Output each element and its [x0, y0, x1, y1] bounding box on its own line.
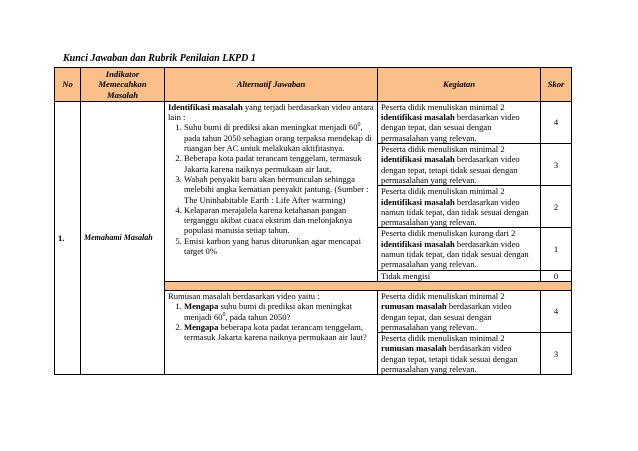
- criteria-cell: Peserta didik menuliskan minimal 2 identifikasi masalah berdasarkan video dengan tepat, tetapi tidak sesuai dengan permasalahan yang relevan.: [378, 144, 541, 186]
- list-item: 5. Emisi karbon yang harus diturunkan agar mencapai target 0%: [184, 236, 374, 257]
- score-cell: 3: [541, 144, 572, 186]
- score-cell: 3: [541, 333, 572, 375]
- header-kegiatan: Kegiatan: [378, 68, 541, 102]
- header-skor: Skor: [541, 68, 572, 102]
- list-item: 2. Mengapa beberapa kota padat terancam tenggelam, termasuk Jakarta karena naiknya permukaan air laut?: [184, 322, 374, 343]
- answer-list: [168, 301, 374, 342]
- criteria-cell: Peserta didik menuliskan minimal 2 rumusan masalah berdasarkan video dengan tepat, tetapi tidak sesuai dengan permasalahan yang relevan.: [378, 333, 541, 375]
- list-item: 1. Suhu bumi di prediksi akan meningkat menjadi $60^0$, pada tahun 2050 sebagian orang terpaksa mendekap di ruangan ber AC untuk melakukan aktifitasnya.: [184, 122, 374, 153]
- header-no: No: [55, 68, 81, 102]
- list-item: 2. Beberapa kota padat terancam tenggelam, termasuk Jakarta karena naiknya permukaan air laut.: [184, 153, 374, 174]
- criteria-cell: Peserta didik menuliskan minimal 2 identifikasi masalah berdasarkan video namun tidak tepat, dan tidak sesuai dengan permasalahan yang relevan.: [378, 186, 541, 228]
- document-title: Kunci Jawaban dan Rubrik Penilaian LKPD 1: [63, 53, 256, 64]
- row-number: 1.: [55, 101, 81, 374]
- score-cell: 4: [541, 101, 572, 143]
- criteria-cell: Tidak mengisi: [378, 270, 541, 281]
- score-cell: 4: [541, 290, 572, 332]
- list-item: 1. Mengapa suhu bumi di prediksi akan meningkat menjadi $60^0$, pada tahun 2050?: [184, 301, 374, 322]
- answer-intro: Identifikasi masalah yang terjadi berdasarkan video antara lain :: [168, 101, 374, 123]
- list-item: 4. Kelaparan merajalela karena ketahanan pangan terganggu akibat cuaca ekstrim dan melonjaknya populasi manusia setiap tahun.: [184, 205, 374, 236]
- score-cell: 0: [541, 270, 572, 281]
- score-cell: 1: [541, 228, 572, 270]
- criteria-cell: Peserta didik menuliskan minimal 2 rumusan masalah berdasarkan video dengan tepat, dan sesuai dengan permasalahan yang relevan.: [378, 290, 541, 332]
- answer-intro: Rumusan masalah berdasarkan video yaitu :: [168, 290, 320, 301]
- answer-list: [168, 122, 374, 256]
- criteria-cell: Peserta didik menuliskan kurang dari 2 identifikasi masalah berdasarkan video namun tidak tepat, dan tidak sesuai dengan permasalahan yang relevan.: [378, 228, 541, 270]
- header-indikator: Indikator Memecahkan Masalah: [81, 68, 165, 102]
- answer-cell-formulation: [165, 290, 378, 374]
- rubric-table: [54, 67, 572, 375]
- indicator-cell: Memahami Masalah: [81, 101, 165, 374]
- answer-cell-identification: [165, 101, 378, 281]
- table-row: [55, 101, 572, 143]
- score-cell: 2: [541, 186, 572, 228]
- criteria-cell: Peserta didik menuliskan minimal 2 identifikasi masalah berdasarkan video dengan tepat, dan sesuai dengan permasalahan yang relevan.: [378, 101, 541, 143]
- list-item: 3. Wabah penyakit baru akan bermunculan sehingga melebihi angka kematian penyakit jantung. (Sumber : The Uninhabitable Earth : Life After warming): [184, 174, 374, 205]
- table-header-row: [55, 68, 572, 102]
- header-alternatif: Alternatif Jawaban: [165, 68, 378, 102]
